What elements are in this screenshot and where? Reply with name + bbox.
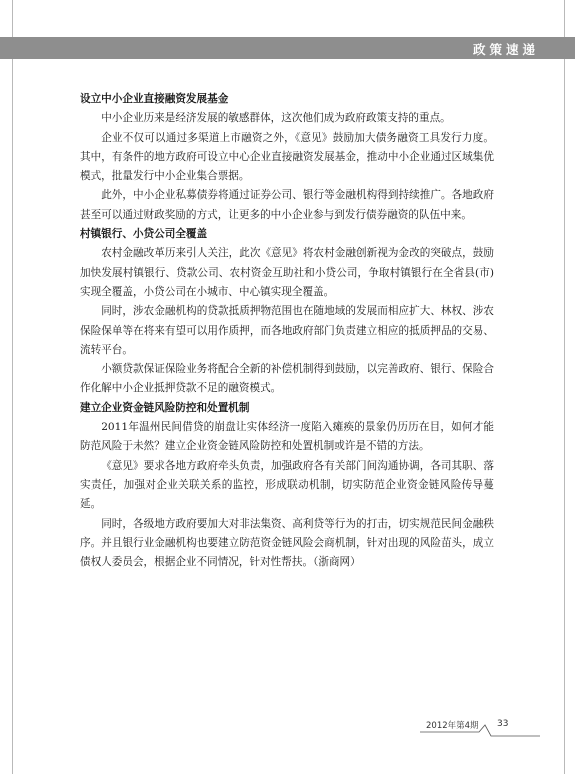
section-heading: 建立企业资金链风险防控和处置机制 [80,401,250,414]
section-heading: 设立中小企业直接融资发展基金 [80,93,229,105]
paragraph: 此外，中小企业私募债券将通过证券公司、银行等金融机构得到持续推广。各地政府甚至可以通过财政奖励的方式，让更多的中小企业参与到发行债券融资的队伍中来。 [80,189,494,221]
paragraph: 同时，涉农金融机构的贷款抵质押物范围也在随地域的发展而相应扩大、林权、涉农保险保单等在将来有望可以用作质押，而各地政府部门负责建立相应的抵质押品的交易、流转平台。 [80,305,494,356]
issue-label: 2012年第4期 [426,721,479,731]
paragraph: 小额贷款保证保险业务将配合全新的补偿机制得到鼓励，以完善政府、银行、保险合作化解中小企业抵押贷款不足的融资模式。 [80,363,494,395]
paragraph: 中小企业历来是经济发展的敏感群体，这次他们成为政府政策支持的重点。 [101,112,451,125]
paragraph: 农村金融改革历来引人关注，此次《意见》将农村金融创新视为金改的突破点，鼓励加快发展村镇银行、贷款公司、农村资金互助社和小贷公司，争取村镇银行在全省县(市)实现全覆盖，小贷公司在小城市、中心镇实现全覆盖。 [80,247,494,298]
page-footer [0,715,575,755]
section-heading: 村镇银行、小贷公司全覆盖 [80,228,208,241]
page-number: 33 [497,719,509,729]
paragraph: 同时，各级地方政府要加大对非法集资、高利贷等行为的打击，切实规范民间金融秩序。并且银行业金融机构也要建立防范资金链风险会商机制，针对出现的风险苗头，成立债权人委员会，根据企业不同情况，针对性帮扶。（浙商网） [80,517,494,569]
paragraph: 2011年温州民间借贷的崩盘让实体经济一度陷入瘫痪的景象仍历历在目，如何才能防范风险于未然？建立企业资金链风险防控和处置机制或许是不错的方法。 [80,421,494,453]
footer-rule-icon [0,715,575,755]
paragraph: 企业不仅可以通过多渠道上市融资之外，《意见》鼓励加大债务融资工具发行力度。其中，有条件的地方政府可设立中心企业直接融资发展基金，推动中小企业通过区域集优模式，批量发行中小企业集合票据。 [80,131,494,183]
paragraph: 《意见》要求各地方政府牵头负责，加强政府各有关部门间沟通协调，各司其职、落实责任，加强对企业关联关系的监控，形成联动机制，切实防范企业资金链风险传导蔓延。 [80,459,494,511]
section-title: 政策速递 [472,42,539,57]
article-body [80,90,494,572]
section-header-bar [0,37,575,59]
